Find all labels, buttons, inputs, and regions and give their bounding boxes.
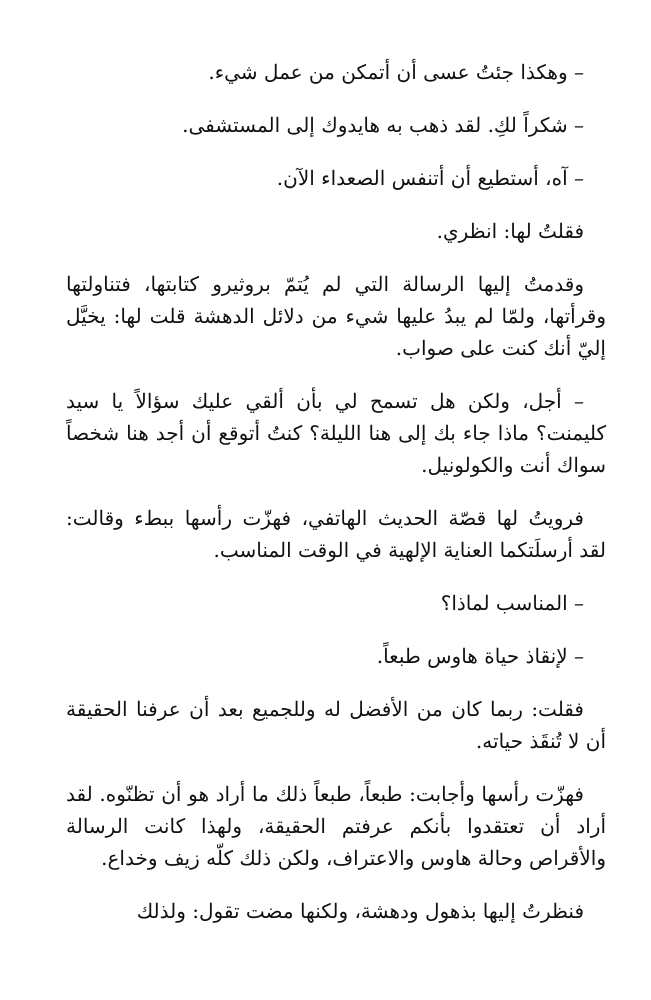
dialogue-line: – أجل، ولكن هل تسمح لي بأن ألقي عليك سؤالاً يا سيد كليمنت؟ ماذا جاء بك إلى هنا الليلة؟ كنتُ أتوقع أن أجد هنا شخصاً سواك أنت والكولونيل. bbox=[66, 389, 606, 477]
dialogue-line: – شكراً لكِ. لقد ذهب به هايدوك إلى المستشفى. bbox=[182, 113, 584, 137]
narration-paragraph: فرويتُ لها قصّة الحديث الهاتفي، فهزّت رأسها ببطء وقالت: لقد أرسلَتكما العناية الإلهية في الوقت المناسب. bbox=[66, 506, 606, 562]
narration-paragraph: وقدمتُ إليها الرسالة التي لم يُتمّ بروثيرو كتابتها، فتناولتها وقرأتها، ولمّا لم يبدُ عليها شيء من دلائل الدهشة قلت لها: يخيَّل إليّ أنك كنت على صواب. bbox=[66, 272, 606, 360]
narration-paragraph: فقلت: ربما كان من الأفضل له وللجميع بعد أن عرفنا الحقيقة أن لا تُنقَذ حياته. bbox=[66, 697, 606, 753]
dialogue-line: – آه، أستطيع أن أتنفس الصعداء الآن. bbox=[276, 166, 584, 190]
dialogue-line: – وهكذا جئتُ عسى أن أتمكن من عمل شيء. bbox=[208, 60, 584, 84]
dialogue-line: – المناسب لماذا؟ bbox=[440, 591, 584, 615]
page-body bbox=[66, 56, 606, 927]
narration-paragraph: فنظرتُ إليها بذهول ودهشة، ولكنها مضت تقول: ولذلك bbox=[136, 899, 584, 923]
narration-paragraph: فقلتُ لها: انظري. bbox=[436, 219, 584, 243]
narration-paragraph: فهزّت رأسها وأجابت: طبعاً، طبعاً ذلك ما أراد هو أن تظنّوه. لقد أراد أن تعتقدوا بأنكم عرفتم الحقيقة، ولهذا كانت الرسالة والأقراص وحالة هاوس والاعتراف، ولكن ذلك كلّه زيف وخداع. bbox=[66, 782, 606, 870]
dialogue-line: – لإنقاذ حياة هاوس طبعاً. bbox=[376, 644, 584, 668]
